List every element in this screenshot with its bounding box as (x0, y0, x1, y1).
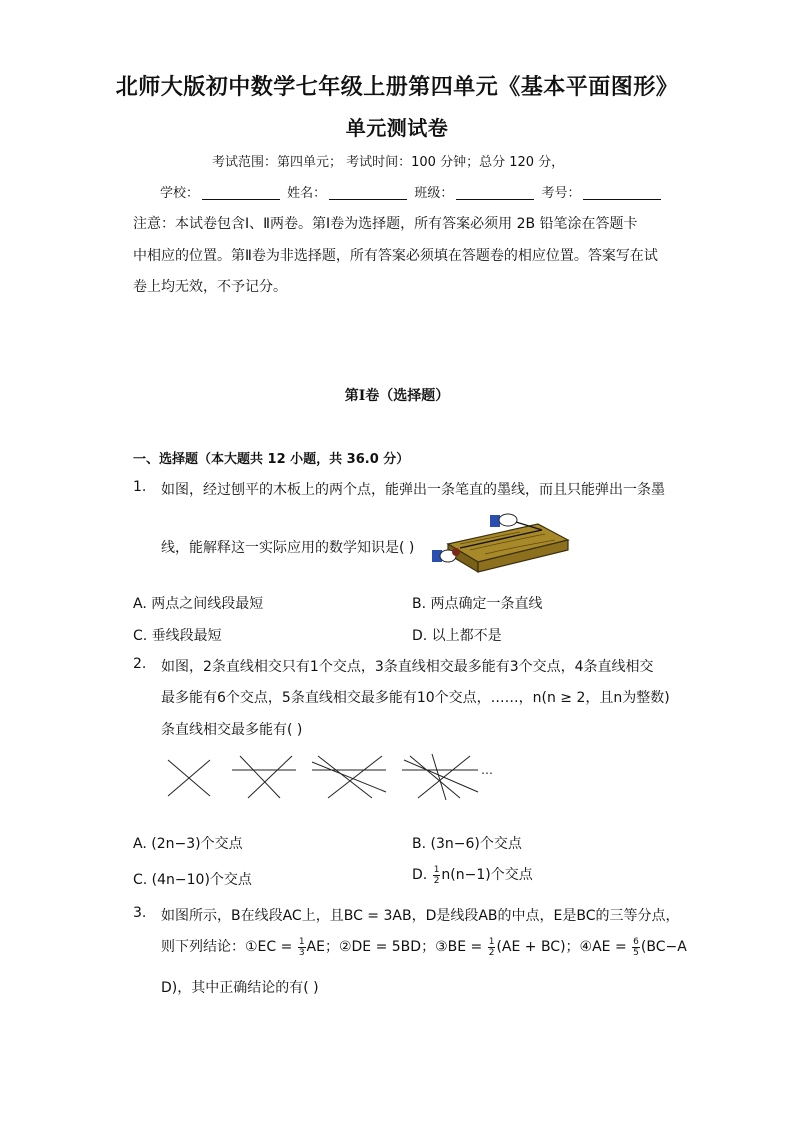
q2-option-d-text: n(n−1)个交点 (441, 867, 533, 883)
school-blank[interactable] (202, 185, 280, 200)
exam-number-label: 考号： (541, 186, 581, 201)
intersecting-lines-figure (160, 752, 500, 802)
fraction-one-third: $\frac{1}{3}$ (298, 936, 305, 958)
q1-number: 1. (133, 479, 147, 495)
q2-option-c[interactable]: C. (4n−10)个交点 (133, 872, 252, 888)
q3-text-line3: D)，其中正确结论的有( ) (161, 980, 319, 996)
q1-option-b[interactable]: B. 两点确定一条直线 (412, 596, 543, 612)
figure-ellipsis: … (481, 763, 493, 777)
fraction-six-fifths: $\frac{6}{5}$ (633, 936, 639, 958)
q1-option-c[interactable]: C. 垂线段最短 (133, 628, 222, 644)
school-label: 学校： (160, 186, 200, 201)
name-label: 姓名： (287, 186, 327, 201)
section1-label: 一、选择题 (133, 452, 199, 467)
note-line-2: 中相应的位置。第Ⅱ卷为非选择题，所有答案必须填在答题卷的相应位置。答案写在试 (133, 248, 658, 264)
class-blank[interactable] (456, 185, 534, 200)
note-line-3: 卷上均无效，不予记分。 (133, 279, 287, 295)
part1-title: 第Ⅰ卷（选择题） (344, 388, 450, 404)
q3-text-line1: 如图所示，B在线段AC上，且BC = 3AB，D是线段AB的中点，E是BC的三等分点， (161, 908, 680, 924)
document-title: 北师大版初中数学七年级上册第四单元《基本平面图形》 (115, 74, 679, 100)
fraction-one-half: $\frac{1}{2}$ (488, 936, 495, 958)
fraction-one-half: $\frac{1}{2}$ (433, 864, 440, 886)
exam-info: 考试范围：第四单元； 考试时间：100 分钟；总分 120 分， (212, 155, 565, 170)
student-info-fields (160, 182, 664, 201)
exam-number-blank[interactable] (583, 185, 661, 200)
note-line-1: 注意：本试卷包含Ⅰ、Ⅱ两卷。第Ⅰ卷为选择题，所有答案必须用 2B 铅笔涂在答题卡 (133, 216, 638, 232)
q1-option-a[interactable]: A. 两点之间线段最短 (133, 596, 264, 612)
q2-text-line3: 条直线相交最多能有( ) (161, 722, 303, 738)
q2-text-line2: 最多能有6个交点，5条直线相交最多能有10个交点，……，n(n ≥ 2，且n为整数) (161, 690, 670, 706)
document-subtitle: 单元测试卷 (345, 116, 449, 140)
q3-text-line2: 则下列结论：①EC = $\frac{1}{3}$ AE；②DE = 5BD；③BE = $\frac{1}{2}$ (AE + BC)；④AE = $\frac{6}{5}$ (BC−A (161, 936, 687, 958)
section1-heading (133, 448, 409, 467)
class-label: 班级： (414, 186, 454, 201)
q2-option-b[interactable]: B. (3n−6)个交点 (412, 836, 522, 852)
q2-number: 2. (133, 656, 147, 672)
name-blank[interactable] (329, 185, 407, 200)
section1-info: （本大题共 12 小题，共 36.0 分） (198, 452, 410, 467)
q1-text-line1: 如图，经过刨平的木板上的两个点，能弹出一条笔直的墨线，而且只能弹出一条墨 (161, 482, 665, 498)
wooden-board-illustration (430, 510, 580, 576)
q1-text-line2: 线，能解释这一实际应用的数学知识是( ) (161, 540, 415, 556)
q2-option-d[interactable] (412, 864, 533, 886)
q2-option-d-prefix: D. (412, 867, 428, 883)
q1-option-d[interactable]: D. 以上都不是 (412, 628, 502, 644)
q3-number: 3. (133, 905, 147, 921)
q2-text-line1: 如图，2条直线相交只有1个交点，3条直线相交最多能有3个交点，4条直线相交 (161, 659, 654, 675)
q2-option-a[interactable]: A. (2n−3)个交点 (133, 836, 243, 852)
